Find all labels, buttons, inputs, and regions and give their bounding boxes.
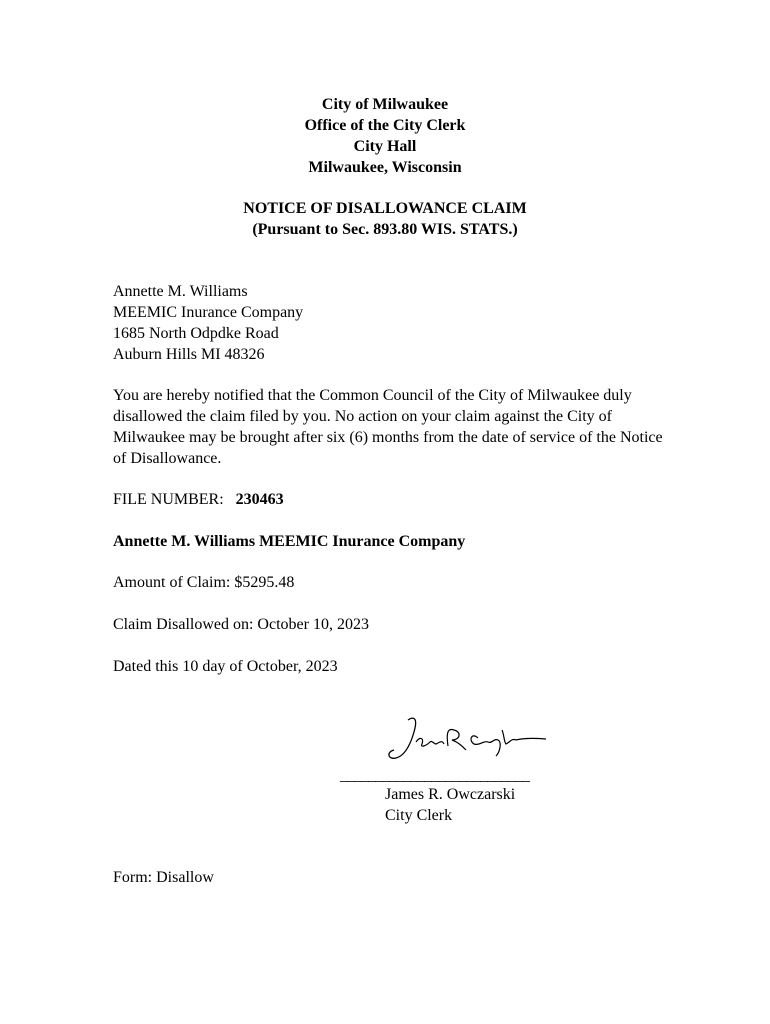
header-location: Milwaukee, Wisconsin — [308, 159, 462, 176]
addressee-company: MEEMIC Inurance Company — [113, 304, 304, 321]
notice-heading — [0, 198, 770, 240]
claim-disallowed-date: Claim Disallowed on: October 10, 2023 — [113, 616, 369, 633]
file-number-line — [113, 489, 284, 510]
claimant-name: Annette M. Williams MEEMIC Inurance Company — [113, 533, 466, 550]
notice-title: NOTICE OF DISALLOWANCE CLAIM — [243, 200, 527, 217]
header-office: Office of the City Clerk — [304, 117, 466, 134]
signer-title: City Clerk — [385, 807, 453, 824]
signer-name: James R. Owczarski — [385, 786, 516, 803]
header-building: City Hall — [353, 138, 417, 155]
addressee-name: Annette M. Williams — [113, 283, 248, 300]
signer-block — [385, 784, 515, 826]
handwritten-signature — [384, 712, 554, 768]
signature-line: ___________________________ — [340, 767, 529, 784]
addressee-street: 1685 North Odpdke Road — [113, 325, 279, 342]
addressee-city: Auburn Hills MI 48326 — [113, 346, 265, 363]
claim-amount: Amount of Claim: $5295.48 — [113, 574, 295, 591]
notice-subtitle: (Pursuant to Sec. 893.80 WIS. STATS.) — [252, 221, 518, 238]
notice-body: You are hereby notified that the Common Council of the City of Milwaukee duly disallowed the claim filed by you. No action on your claim against the City of Milwaukee may be brought after six (6) months from the date of service of the Notice of Disallowance. — [113, 387, 663, 467]
addressee-block — [113, 281, 303, 365]
dated-line: Dated this 10 day of October, 2023 — [113, 658, 338, 675]
form-identifier: Form: Disallow — [113, 869, 214, 886]
header-city: City of Milwaukee — [321, 96, 449, 113]
file-number-label: FILE NUMBER: — [113, 491, 224, 508]
file-number-value: 230463 — [235, 491, 284, 508]
letterhead — [0, 94, 770, 178]
